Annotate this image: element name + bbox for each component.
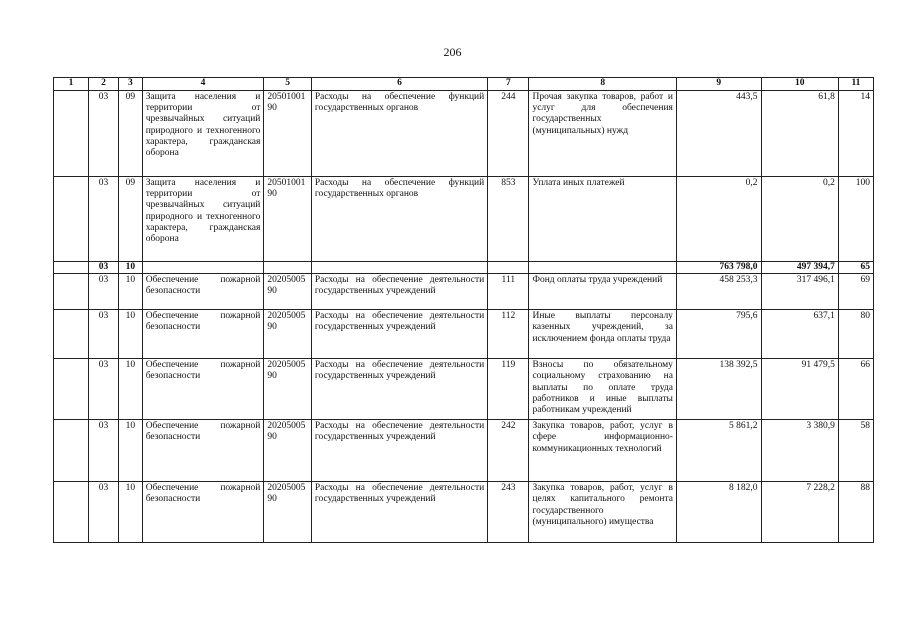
cell-executed: 3 380,9 [761,420,838,482]
cell-planned: 763 798,0 [676,262,761,274]
table-row [54,359,874,420]
column-header-10: 10 [761,78,838,91]
cell-expense-name: Взносы по обязательному социальному страхованию на выплаты по оплате труда работников и иные выплаты работникам учреждений [529,359,676,420]
cell-subsection: 09 [118,177,142,262]
cell-percent: 80 [838,310,873,359]
table-row [54,310,874,359]
cell-subsection-name: Защита населения и территории от чрезвычайных ситуаций природного и техногенного характера, гражданская оборона [142,91,264,177]
cell-target-article: 2020500590 [264,310,311,359]
table-row [54,177,874,262]
cell-section: 03 [89,310,119,359]
cell-subsection-name: Обеспечение пожарной безопасности [142,420,264,482]
cell-target-name: Расходы на обеспечение деятельности государственных учреждений [311,274,487,310]
cell-planned: 0,2 [676,177,761,262]
cell-col1 [54,262,89,274]
cell-section: 03 [89,420,119,482]
cell-subsection-name: Обеспечение пожарной безопасности [142,482,264,543]
cell-executed: 61,8 [761,91,838,177]
column-header-4: 4 [142,78,264,91]
cell-subsection-name: Обеспечение пожарной безопасности [142,310,264,359]
cell-subsection: 09 [118,91,142,177]
cell-section: 03 [89,359,119,420]
cell-planned: 443,5 [676,91,761,177]
cell-col1 [54,177,89,262]
cell-expense-type: 853 [488,177,529,262]
cell-section: 03 [89,482,119,543]
cell-target-article: 2020500590 [264,420,311,482]
cell-target-name: Расходы на обеспечение деятельности государственных учреждений [311,482,487,543]
cell-percent: 65 [838,262,873,274]
cell-executed: 497 394,7 [761,262,838,274]
cell-expense-type: 243 [488,482,529,543]
cell-executed: 91 479,5 [761,359,838,420]
cell-target-name: Расходы на обеспечение функций государственных органов [311,91,487,177]
cell-executed: 637,1 [761,310,838,359]
table-row [54,420,874,482]
cell-section: 03 [89,274,119,310]
cell-col1 [54,310,89,359]
cell-percent: 66 [838,359,873,420]
cell-percent: 14 [838,91,873,177]
cell-subsection: 10 [118,482,142,543]
cell-target-name: Расходы на обеспечение деятельности государственных учреждений [311,359,487,420]
cell-col1 [54,482,89,543]
cell-planned: 795,6 [676,310,761,359]
cell-section: 03 [89,262,119,274]
cell-target-name [311,262,487,274]
cell-subsection: 10 [118,262,142,274]
cell-expense-type: 111 [488,274,529,310]
cell-col1 [54,91,89,177]
cell-target-article: 2020500590 [264,274,311,310]
cell-expense-name: Закупка товаров, работ, услуг в целях капитального ремонта государственного (муниципального) имущества [529,482,676,543]
column-header-11: 11 [838,78,873,91]
column-header-9: 9 [676,78,761,91]
cell-subsection-name: Защита населения и территории от чрезвычайных ситуаций природного и техногенного характера, гражданская оборона [142,177,264,262]
column-header-1: 1 [54,78,89,91]
cell-executed: 317 496,1 [761,274,838,310]
cell-target-name: Расходы на обеспечение деятельности государственных учреждений [311,420,487,482]
cell-expense-type: 112 [488,310,529,359]
cell-percent: 69 [838,274,873,310]
cell-planned: 5 861,2 [676,420,761,482]
cell-target-name: Расходы на обеспечение функций государственных органов [311,177,487,262]
table-row [54,274,874,310]
cell-subsection: 10 [118,359,142,420]
cell-target-name: Расходы на обеспечение деятельности государственных учреждений [311,310,487,359]
cell-subsection-name [142,262,264,274]
cell-expense-name: Уплата иных платежей [529,177,676,262]
cell-expense-name [529,262,676,274]
table-row [54,482,874,543]
cell-col1 [54,420,89,482]
cell-expense-type [488,262,529,274]
cell-planned: 8 182,0 [676,482,761,543]
header-row [54,78,874,91]
cell-percent: 100 [838,177,873,262]
column-header-2: 2 [89,78,119,91]
cell-executed: 7 228,2 [761,482,838,543]
budget-table [53,77,874,543]
cell-expense-name: Закупка товаров, работ, услуг в сфере информационно-коммуникационных технологий [529,420,676,482]
cell-executed: 0,2 [761,177,838,262]
cell-subsection: 10 [118,420,142,482]
table-row [54,91,874,177]
cell-expense-name: Иные выплаты персоналу казенных учреждений, за исключением фонда оплаты труда [529,310,676,359]
cell-target-article: 2020500590 [264,359,311,420]
cell-subsection: 10 [118,310,142,359]
cell-section: 03 [89,91,119,177]
cell-expense-name: Фонд оплаты труда учреждений [529,274,676,310]
cell-section: 03 [89,177,119,262]
cell-subsection: 10 [118,274,142,310]
cell-col1 [54,359,89,420]
column-header-6: 6 [311,78,487,91]
column-header-8: 8 [529,78,676,91]
cell-planned: 138 392,5 [676,359,761,420]
cell-percent: 88 [838,482,873,543]
cell-planned: 458 253,3 [676,274,761,310]
cell-target-article: 2050100190 [264,91,311,177]
column-header-5: 5 [264,78,311,91]
column-header-7: 7 [488,78,529,91]
cell-percent: 58 [838,420,873,482]
column-header-3: 3 [118,78,142,91]
cell-expense-type: 119 [488,359,529,420]
cell-expense-type: 244 [488,91,529,177]
cell-expense-type: 242 [488,420,529,482]
cell-col1 [54,274,89,310]
page-number: 206 [443,45,462,59]
cell-expense-name: Прочая закупка товаров, работ и услуг для обеспечения государственных (муниципальных) нужд [529,91,676,177]
subtotal-row [54,262,874,274]
cell-subsection-name: Обеспечение пожарной безопасности [142,274,264,310]
cell-target-article: 2020500590 [264,482,311,543]
cell-target-article [264,262,311,274]
cell-subsection-name: Обеспечение пожарной безопасности [142,359,264,420]
cell-target-article: 2050100190 [264,177,311,262]
